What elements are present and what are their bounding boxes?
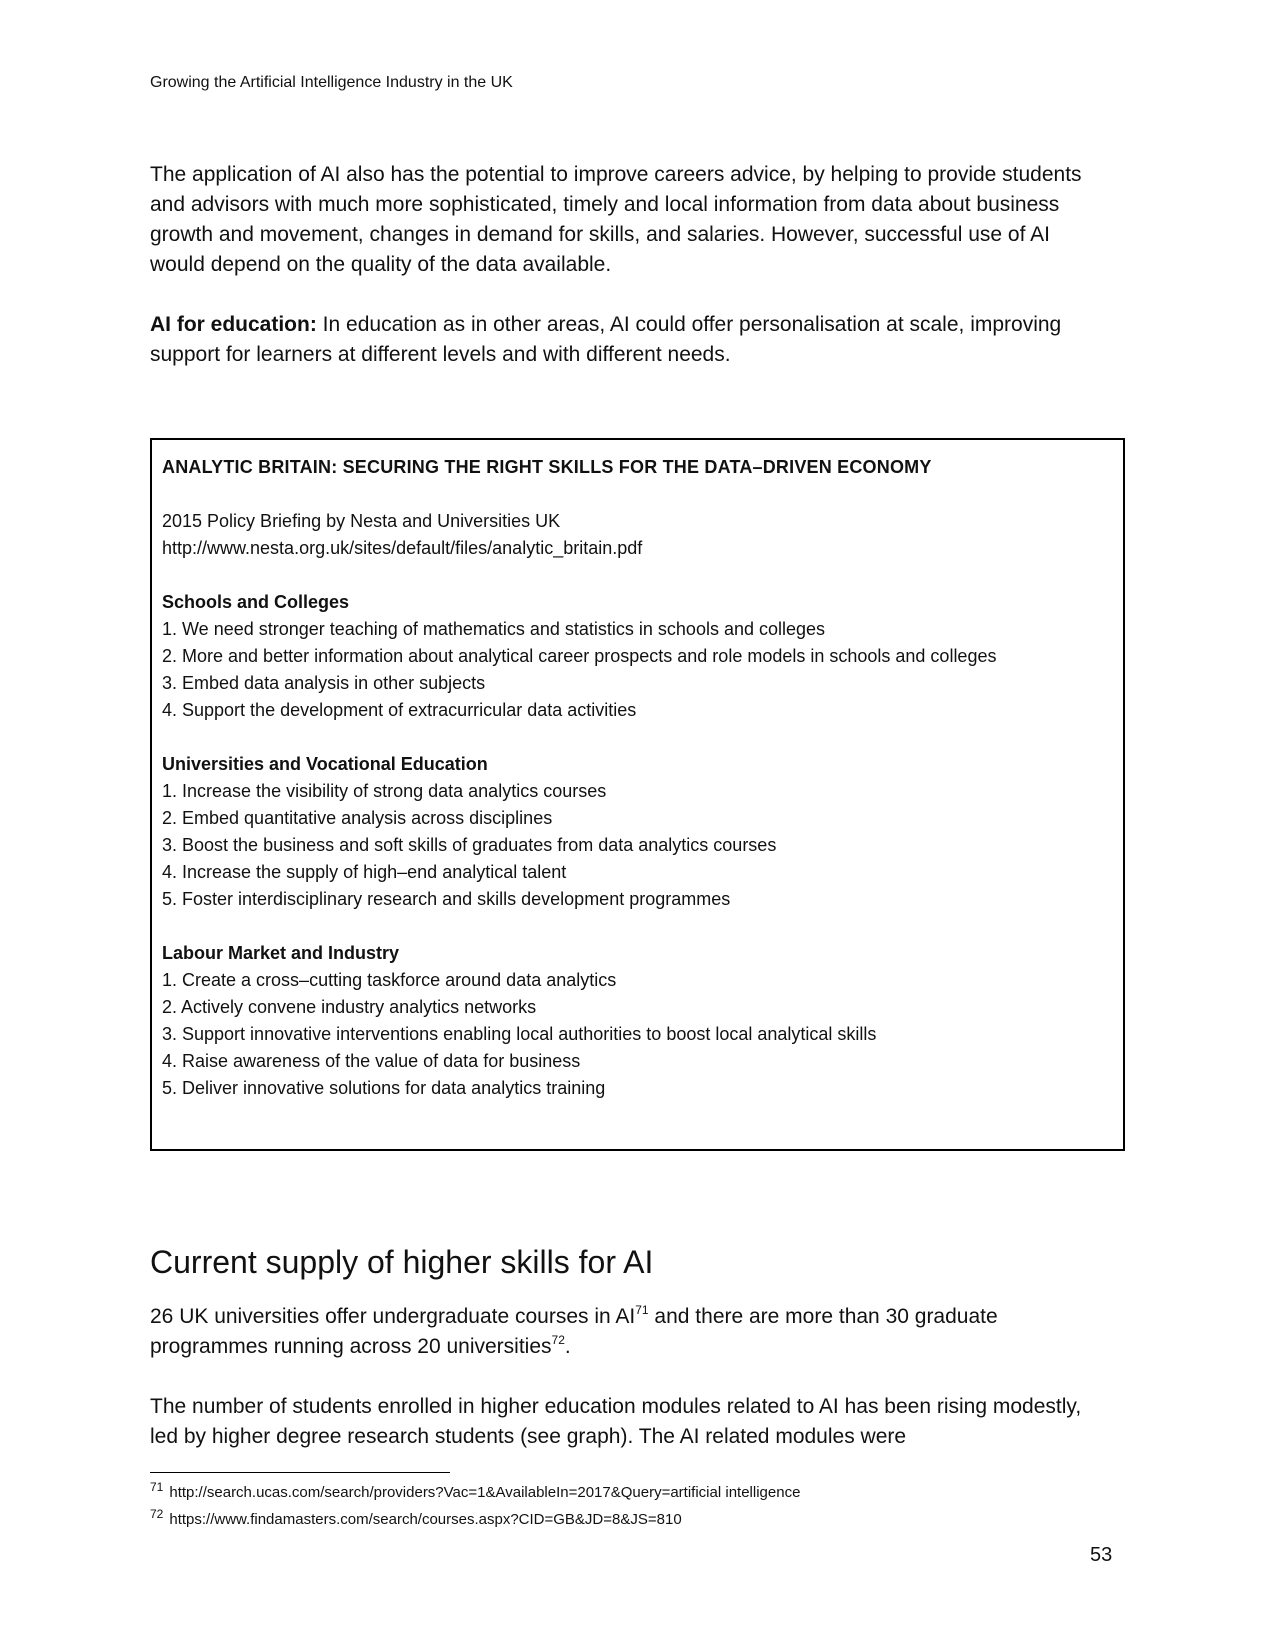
analytic-britain-box [150, 438, 1125, 1151]
list-item: 5. Deliver innovative solutions for data analytics training [162, 1078, 606, 1098]
list-item: 1. We need stronger teaching of mathematics and statistics in schools and colleges [162, 619, 826, 639]
footnote-ref-72[interactable]: 72 [551, 1333, 565, 1347]
box-title: ANALYTIC BRITAIN: SECURING THE RIGHT SKILLS FOR THE DATA–DRIVEN ECONOMY [162, 457, 932, 477]
footnote-71 [150, 1480, 801, 1501]
section-heading-universities: Universities and Vocational Education [162, 754, 488, 774]
footnote-number: 72 [150, 1507, 164, 1521]
intro-paragraph-careers: The application of AI also has the potential to improve careers advice, by helping to provide students and advisors with much more sophisticated, timely and local information from data about business growth and movement, changes in demand for skills, and salaries. However, successful use of AI would depend on the quality of the data available. [150, 163, 1082, 276]
list-item: 4. Raise awareness of the value of data for business [162, 1051, 581, 1071]
footnote-divider [150, 1472, 450, 1473]
footnote-number: 71 [150, 1480, 164, 1494]
list-item: 2. More and better information about analytical career prospects and role models in schools and colleges [162, 646, 997, 666]
footnote-link[interactable]: http://search.ucas.com/search/providers?Vac=1&AvailableIn=2017&Query=artificial intelligence [169, 1484, 801, 1501]
list-item: 1. Increase the visibility of strong data analytics courses [162, 781, 607, 801]
universities-text-2: and there are more than 30 graduate programmes running across 20 universities [150, 1305, 998, 1358]
section-heading: Current supply of higher skills for AI [150, 1244, 654, 1280]
list-item: 3. Support innovative interventions enabling local authorities to boost local analytical skills [162, 1024, 877, 1044]
ai-for-education-text: In education as in other areas, AI could offer personalisation at scale, improving support for learners at different levels and with different needs. [150, 313, 1062, 366]
list-item: 1. Create a cross–cutting taskforce around data analytics [162, 970, 617, 990]
universities-text-3: . [564, 1335, 571, 1358]
intro-paragraph-education [150, 310, 1090, 370]
footnote-72 [150, 1507, 682, 1528]
list-item: 2. Embed quantitative analysis across disciplines [162, 808, 553, 828]
students-paragraph: The number of students enrolled in higher education modules related to AI has been rising modestly, led by higher degree research students (see graph). The AI related modules were [150, 1395, 1082, 1448]
list-item: 3. Embed data analysis in other subjects [162, 673, 486, 693]
list-item: 2. Actively convene industry analytics networks [162, 997, 537, 1017]
universities-paragraph [150, 1302, 1090, 1362]
footnote-ref-71[interactable]: 71 [635, 1303, 649, 1317]
universities-text-1: 26 UK universities offer undergraduate courses in AI [150, 1305, 636, 1328]
list-item: 3. Boost the business and soft skills of graduates from data analytics courses [162, 835, 777, 855]
ai-for-education-label: AI for education: [150, 313, 317, 336]
running-header: Growing the Artificial Intelligence Industry in the UK [150, 74, 513, 91]
box-subtitle: 2015 Policy Briefing by Nesta and Universities UK [162, 511, 561, 531]
footnote-link[interactable]: https://www.findamasters.com/search/courses.aspx?CID=GB&JD=8&JS=810 [169, 1511, 682, 1528]
section-heading-schools: Schools and Colleges [162, 592, 350, 612]
list-item: 4. Increase the supply of high–end analytical talent [162, 862, 567, 882]
page-number: 53 [1090, 1544, 1113, 1566]
section-heading-labour: Labour Market and Industry [162, 943, 400, 963]
box-url: http://www.nesta.org.uk/sites/default/files/analytic_britain.pdf [162, 538, 643, 558]
list-item: 4. Support the development of extracurricular data activities [162, 700, 637, 720]
list-item: 5. Foster interdisciplinary research and skills development programmes [162, 889, 731, 909]
